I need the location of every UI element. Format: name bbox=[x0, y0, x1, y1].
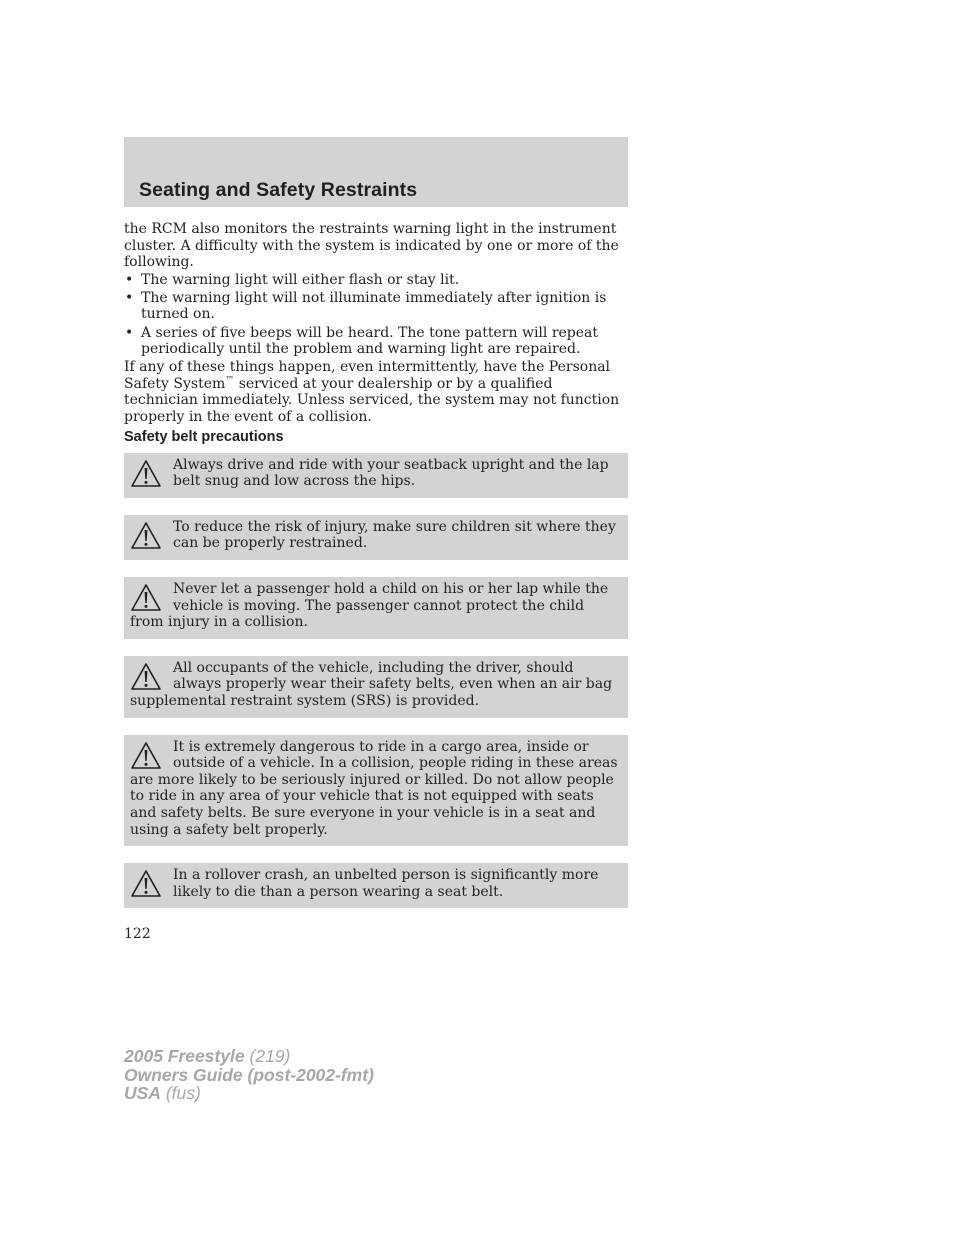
footer-line-market: USA (fus) bbox=[124, 1083, 201, 1103]
warning-triangle-icon bbox=[130, 459, 162, 489]
warning-text: To reduce the risk of injury, make sure children sit where they can be properly restrained. bbox=[173, 518, 616, 552]
warning-box bbox=[124, 515, 628, 560]
intro-paragraph: the RCM also monitors the restraints warning light in the instrument cluster. A difficulty with the system is indicated by one or more of the following. bbox=[124, 221, 619, 271]
list-item: • The warning light will not illuminate immediately after ignition is turned on. bbox=[125, 289, 607, 323]
section-header-band bbox=[124, 137, 628, 207]
warning-box bbox=[124, 735, 628, 847]
warning-text: Always drive and ride with your seatback upright and the lap belt snug and low across the hips. bbox=[173, 456, 609, 490]
warning-text: All occupants of the vehicle, including the driver, should always properly wear their safety belts, even when an air bag supplemental restraint system (SRS) is provided. bbox=[130, 659, 613, 709]
document-footer bbox=[124, 1047, 374, 1103]
bullet: • bbox=[125, 289, 134, 306]
warning-triangle-icon bbox=[130, 869, 162, 899]
bullet: • bbox=[125, 271, 134, 288]
symptom-list bbox=[124, 272, 628, 358]
warning-triangle-icon bbox=[130, 662, 162, 692]
subheading: Safety belt precautions bbox=[124, 428, 284, 445]
section-title: Seating and Safety Restraints bbox=[139, 179, 418, 201]
warning-text: It is extremely dangerous to ride in a cargo area, inside or outside of a vehicle. In a collision, people riding in these areas are more likely to be seriously injured or killed. Do not allow people to ride in any area of your vehicle that is not equipped with seats and safety belts. Be sure everyone in your vehicle is in a seat and using a safety belt properly. bbox=[130, 738, 618, 838]
list-item: • The warning light will either flash or stay lit. bbox=[125, 271, 460, 288]
warning-box bbox=[124, 577, 628, 639]
warning-triangle-icon bbox=[130, 583, 162, 613]
warning-box bbox=[124, 453, 628, 498]
footer-line-model: 2005 Freestyle (219) bbox=[124, 1046, 291, 1066]
warning-list bbox=[124, 453, 628, 909]
list-item: • A series of five beeps will be heard. The tone pattern will repeat periodically until the problem and warning light are repaired. bbox=[125, 324, 599, 358]
page-number: 122 bbox=[124, 926, 151, 942]
warning-box bbox=[124, 656, 628, 718]
bullet: • bbox=[125, 324, 134, 341]
warning-text: In a rollover crash, an unbelted person is significantly more likely to die than a person wearing a seat belt. bbox=[173, 867, 599, 900]
footer-line-guide: Owners Guide (post-2002-fmt) bbox=[124, 1064, 374, 1085]
trademark-mark: ™ bbox=[225, 375, 235, 386]
warning-triangle-icon bbox=[130, 741, 162, 771]
warning-triangle-icon bbox=[130, 521, 162, 551]
service-paragraph: If any of these things happen, even intermittently, have the Personal Safety System™ serviced at your dealership or by a qualified technician immediately. Unless serviced, the system may not function properly in the event of a collision. bbox=[124, 359, 620, 426]
warning-box bbox=[124, 863, 628, 908]
main-content bbox=[124, 221, 628, 925]
warning-text: Never let a passenger hold a child on his or her lap while the vehicle is moving. The passenger cannot protect the child from injury in a collision. bbox=[130, 581, 609, 631]
